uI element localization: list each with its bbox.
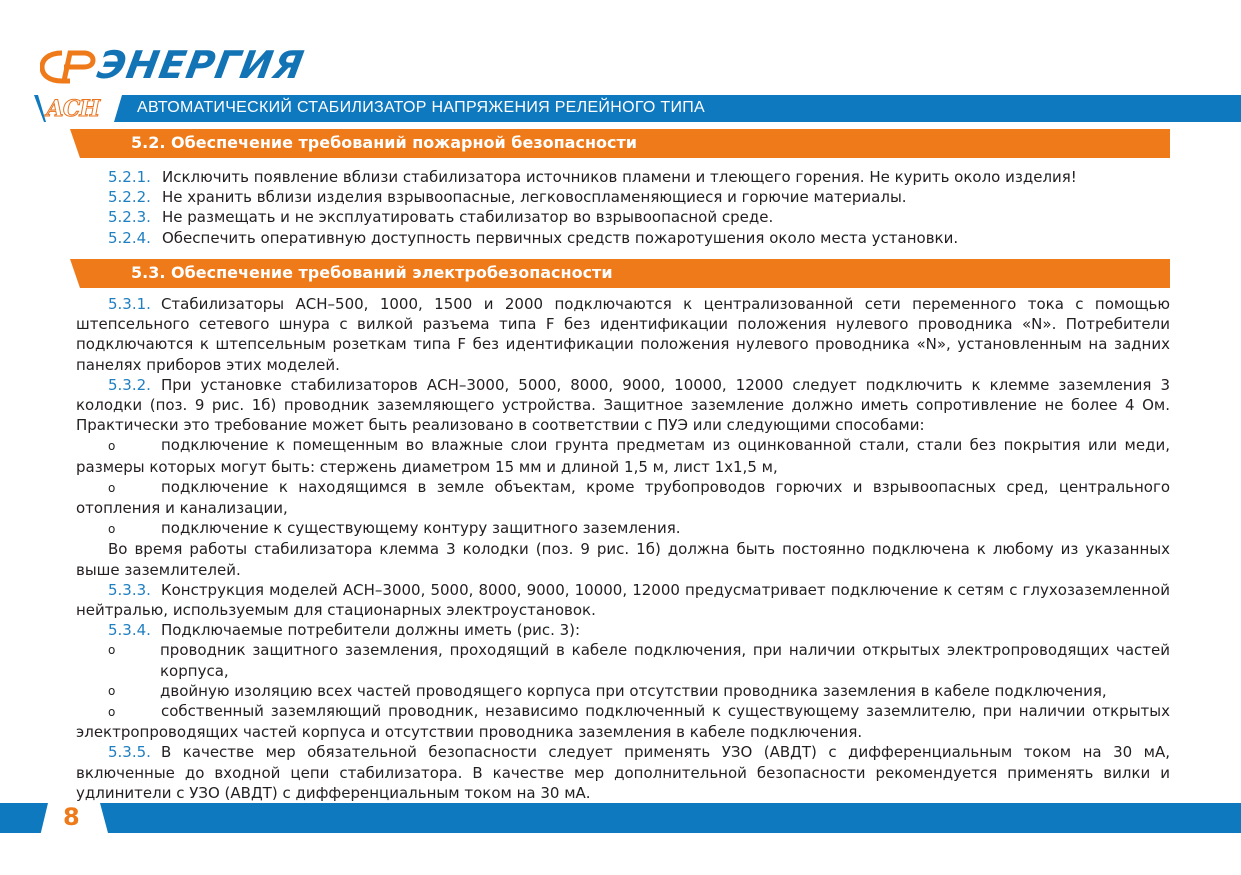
list-item: o проводник защитного заземления, проходящий в кабеле подключения, при наличии открытых электропроводящих частей корпуса, xyxy=(108,641,1170,680)
list-item: o подключение к находящимся в земле объектам, кроме трубопроводов горючих и взрывоопасных сред, центрального отопления и канализации, xyxy=(76,477,1170,518)
bullet-icon: o xyxy=(108,439,116,454)
logo-text: ЭНЕРГИЯ xyxy=(94,43,308,87)
list-item: 5.2.4. Обеспечить оперативную доступность первичных средств пожаротушения около места установки. xyxy=(108,228,959,247)
paragraph-5-3-2: 5.3.2. При установке стабилизаторов АСН–3000, 5000, 8000, 9000, 10000, 12000 следует подключить к клемме заземления 3 колодки (поз. 9 рис. 1б) проводник заземляющего устройства. Защитное заземление должно иметь сопротивление не более 4 Ом. Практически это требование может быть реализовано в соответствии с ПУЭ или следующими способами: xyxy=(76,375,1170,435)
bullet-icon: o xyxy=(108,522,116,537)
footer-bar-right xyxy=(100,803,1241,833)
section-5-2-list xyxy=(76,167,1170,248)
company-logo xyxy=(40,43,308,95)
list-item: o двойную изоляцию всех частей проводящего корпуса при отсутствии проводника заземления в кабеле подключения, xyxy=(108,681,1107,700)
bullet-icon: o xyxy=(108,683,116,698)
footer-bar-left xyxy=(0,803,48,833)
bullet-icon: o xyxy=(108,705,116,720)
page-number: 8 xyxy=(63,803,80,831)
list-item: o подключение к помещенным во влажные слои грунта предметам из оцинкованной стали, стали без покрытия или меди, размеры которых могут быть: стержень диаметром 15 мм и длиной 1,5 м, лист 1х1,5 м, xyxy=(76,436,1170,476)
section-5-2-title: 5.2. Обеспечение требований пожарной безопасности xyxy=(131,133,637,152)
paragraph-5-3-4: 5.3.4. Подключаемые потребители должны иметь (рис. 3): xyxy=(108,621,581,640)
paragraph-5-3-3: 5.3.3. Конструкция моделей АСН–3000, 5000, 8000, 9000, 10000, 12000 предусматривает подключение к сетям с глухозаземленной нейтралью, используемым для стационарных электроустановок. xyxy=(76,580,1170,620)
list-item: o собственный заземляющий проводник, независимо подключенный к существующему заземлителю, при наличии открытых электропроводящих частей корпуса и отсутствии проводника заземления в кабеле подключения. xyxy=(76,702,1170,742)
section-5-3-title: 5.3. Обеспечение требований электробезопасности xyxy=(131,263,613,282)
list-item: o подключение к существующему контуру защитного заземления. xyxy=(76,518,1170,539)
bullet-icon: o xyxy=(108,643,116,658)
section-5-3-body xyxy=(76,294,1170,803)
list-item: 5.2.1. Исключить появление вблизи стабилизатора источников пламени и тлеющего горения. Не курить около изделия! xyxy=(108,168,1077,186)
list-item: 5.2.2. Не хранить вблизи изделия взрывоопасные, легковоспламеняющиеся и горючие материалы. xyxy=(108,188,907,207)
bullet-icon: o xyxy=(108,480,116,495)
paragraph-5-3-2-note: Во время работы стабилизатора клемма 3 колодки (поз. 9 рис. 1б) должна быть постоянно подключена к любому из указанных выше заземлителей. xyxy=(76,540,1170,579)
paragraph-5-3-1: 5.3.1. Стабилизаторы АСН–500, 1000, 1500 и 2000 подключаются к централизованной сети переменного тока с помощью штепсельного сетевого шнура с вилкой разъема типа F без идентификации положения нулевого проводника «N». Потребители подключаются к штепсельным розеткам типа F без идентификации положения нулевого проводника «N», установленным на задних панелях приборов этих моделей. xyxy=(76,295,1170,374)
energiya-logo-icon xyxy=(40,49,96,85)
header-title: АВТОМАТИЧЕСКИЙ СТАБИЛИЗАТОР НАПРЯЖЕНИЯ РЕЛЕЙНОГО ТИПА xyxy=(137,99,706,116)
list-item: 5.2.3. Не размещать и не эксплуатировать стабилизатор во взрывоопасной среде. xyxy=(108,208,774,227)
paragraph-5-3-5: 5.3.5. В качестве мер обязательной безопасности следует применять УЗО (АВДТ) с дифференциальным током на 30 мА, включенные до входной цепи стабилизатора. В качестве мер дополнительной безопасности рекомендуется применять вилки и удлинители с УЗО (АВДТ) с дифференциальным током на 30 мА. xyxy=(76,743,1170,802)
asn-badge-text: АСН xyxy=(46,96,100,122)
